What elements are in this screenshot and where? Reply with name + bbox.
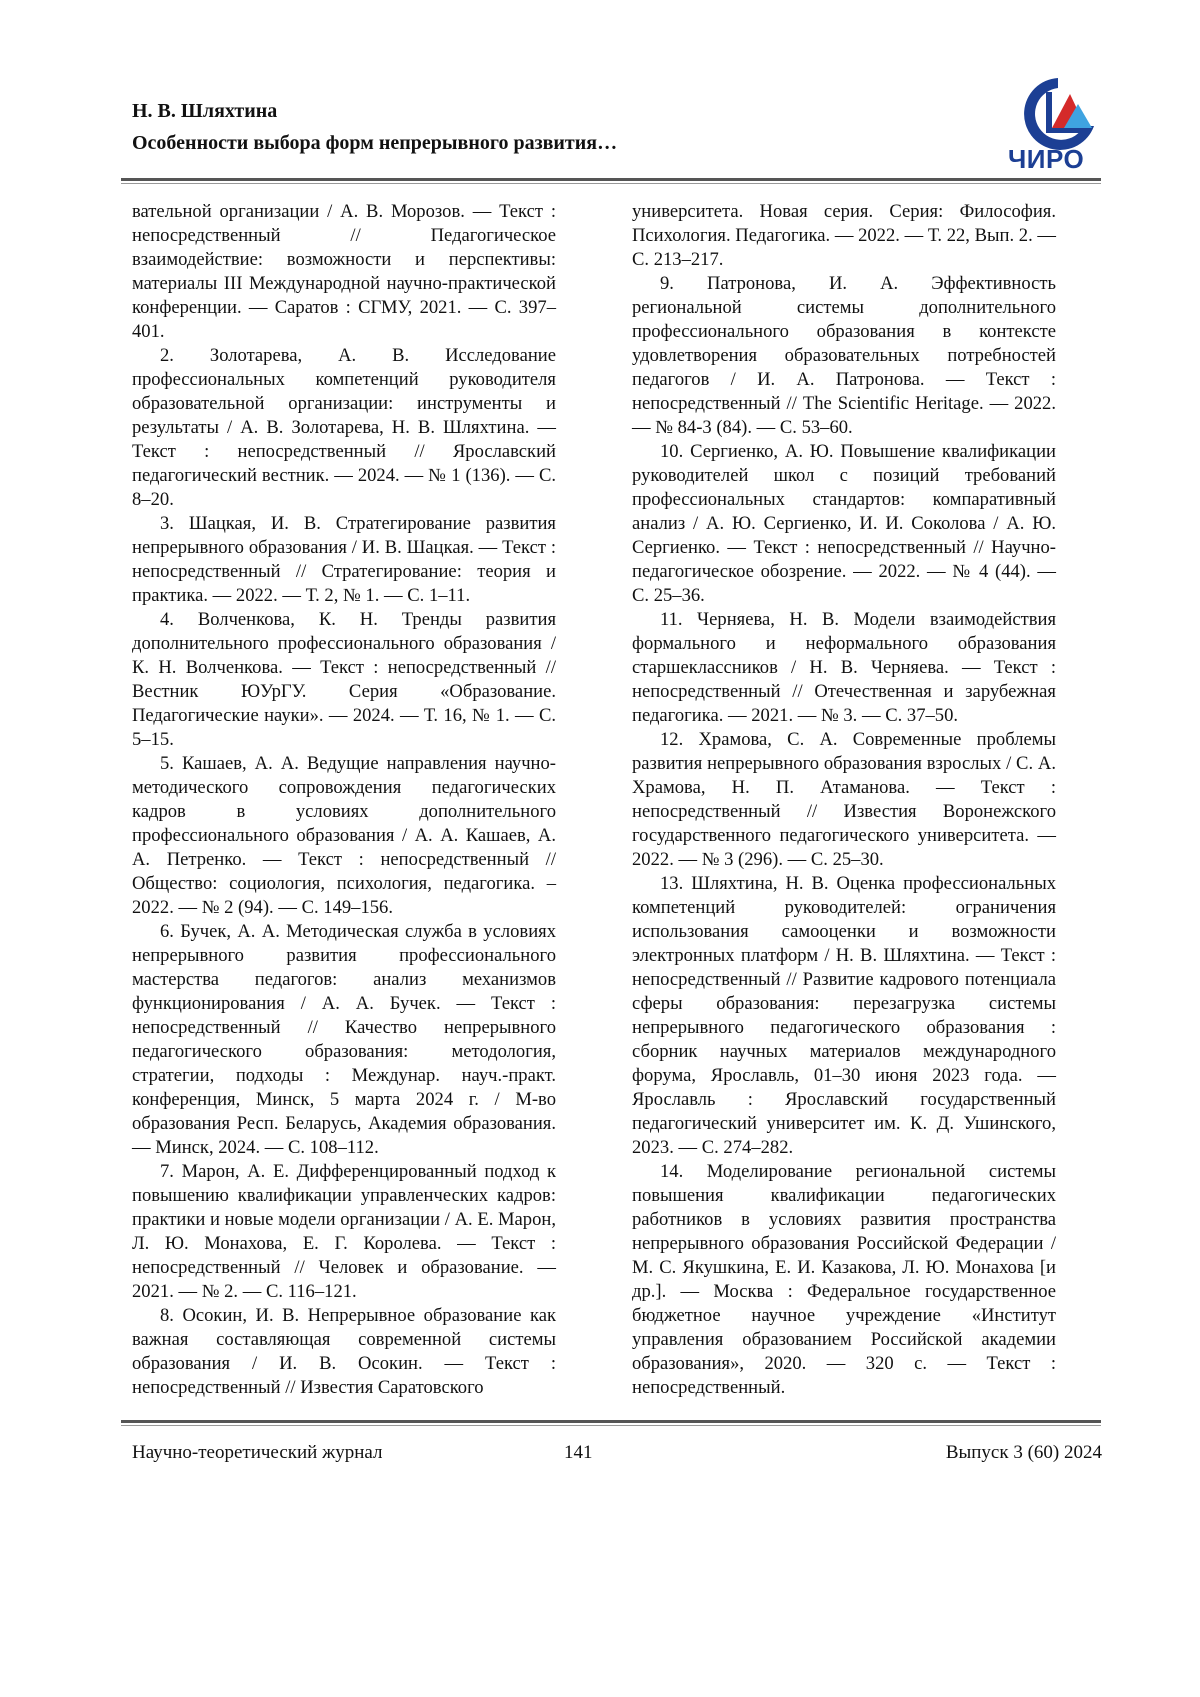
article-title: Особенности выбора форм непрерывного развития… xyxy=(132,132,617,155)
reference-item: 4. Волченкова, К. Н. Тренды развития дополнительного профессионального образования / К. Н. Волченкова. — Текст : непосредственный // Вестник ЮУрГУ. Серия «Образование. Педагогические науки». — 2024. — Т. 16, № 1. — С. 5–15. xyxy=(132,608,556,752)
reference-item: вательной организации / А. В. Морозов. — Текст : непосредственный // Педагогическое взаимодействие: возможности и перспективы: материалы III Международной научно-практической конференции. — Саратов : СГМУ, 2021. — С. 397–401. xyxy=(132,200,556,344)
logo-text: ЧИРО xyxy=(1008,144,1084,175)
reference-item: 14. Моделирование региональной системы повышения квалификации педагогических работников в условиях развития пространства непрерывного образования Российской Федерации / М. С. Якушкина, Е. И. Казакова, Л. Ю. Монахова [и др.]. — Москва : Федеральное государственное бюджетное научное учреждение «Институт управления образованием Российской академии образования», 2020. — 320 с. — Текст : непосредственный. xyxy=(632,1160,1056,1400)
reference-item: 8. Осокин, И. В. Непрерывное образование как важная составляющая современной системы образования / И. В. Осокин. — Текст : непосредственный // Известия Саратовского xyxy=(132,1304,556,1400)
reference-item: 2. Золотарева, А. В. Исследование профессиональных компетенций руководителя образовательной организации: инструменты и результаты / А. В. Золотарева, Н. В. Шляхтина. — Текст : непосредственный // Ярославский педагогический вестник. — 2024. — № 1 (136). — С. 8–20. xyxy=(132,344,556,512)
footer-issue: Выпуск 3 (60) 2024 xyxy=(946,1442,1102,1464)
page-number: 141 xyxy=(564,1442,593,1464)
reference-item: 13. Шляхтина, Н. В. Оценка профессиональных компетенций руководителей: ограничения использования самооценки и возможности электронных платформ / Н. В. Шляхтина. — Текст : непосредственный // Развитие кадрового потенциала сферы образования: перезагрузка системы непрерывного педагогического образования : сборник научных материалов международного форума, Ярославль, 01–30 июня 2023 года. — Ярославль : Ярославский государственный педагогический университет им. К. Д. Ушинского, 2023. — С. 274–282. xyxy=(632,872,1056,1160)
footer-divider xyxy=(121,1420,1101,1423)
reference-item: 9. Патронова, И. А. Эффективность региональной системы дополнительного профессионального образования в контексте удовлетворения образовательных потребностей педагогов / И. А. Патронова. — Текст : непосредственный // The Scientific Heritage. — 2022. — № 84-3 (84). — С. 53–60. xyxy=(632,272,1056,440)
reference-item: 11. Черняева, Н. В. Модели взаимодействия формального и неформального образования старшеклассников / Н. В. Черняева. — Текст : непосредственный // Отечественная и зарубежная педагогика. — 2021. — № 3. — С. 37–50. xyxy=(632,608,1056,728)
footer-journal: Научно-теоретический журнал xyxy=(132,1442,382,1464)
reference-item: 6. Бучек, А. А. Методическая служба в условиях непрерывного развития профессионального мастерства педагогов: анализ механизмов функционирования / А. А. Бучек. — Текст : непосредственный // Качество непрерывного педагогического образования: методология, стратегии, подходы : Междунар. науч.-практ. конференция, Минск, 5 марта 2024 г. / М-во образования Респ. Беларусь, Академия образования. — Минск, 2024. — С. 108–112. xyxy=(132,920,556,1160)
reference-item: 5. Кашаев, А. А. Ведущие направления научно-методического сопровождения педагогических кадров в условиях дополнительного профессионального образования / А. А. Кашаев, А. А. Петренко. — Текст : непосредственный // Общество: социология, психология, педагогика. – 2022. — № 2 (94). — С. 149–156. xyxy=(132,752,556,920)
references-left-column xyxy=(132,200,556,1400)
reference-item: 3. Шацкая, И. В. Стратегирование развития непрерывного образования / И. В. Шацкая. — Текст : непосредственный // Стратегирование: теория и практика. — 2022. — Т. 2, № 1. — С. 1–11. xyxy=(132,512,556,608)
page-header xyxy=(132,92,1102,182)
header-divider-thin xyxy=(121,183,1101,184)
reference-item: 7. Марон, А. Е. Дифференцированный подход к повышению квалификации управленческих кадров: практики и новые модели организации / А. Е. Марон, Л. Ю. Монахова, Е. Г. Королева. — Текст : непосредственный // Человек и образование. — 2021. — № 2. — С. 116–121. xyxy=(132,1160,556,1304)
author-name: Н. В. Шляхтина xyxy=(132,100,277,123)
reference-item: 12. Храмова, С. А. Современные проблемы развития непрерывного образования взрослых / С. А. Храмова, Н. П. Атаманова. — Текст : непосредственный // Известия Воронежского государственного педагогического университета. — 2022. — № 3 (296). — С. 25–30. xyxy=(632,728,1056,872)
references-right-column xyxy=(632,200,1056,1400)
reference-item: университета. Новая серия. Серия: Философия. Психология. Педагогика. — 2022. — Т. 22, Вып. 2. — С. 213–217. xyxy=(632,200,1056,272)
header-divider xyxy=(121,178,1101,181)
reference-item: 10. Сергиенко, А. Ю. Повышение квалификации руководителей школ с позиций требований профессиональных стандартов: компаративный анализ / А. Ю. Сергиенко, И. И. Соколова / А. Ю. Сергиенко. — Текст : непосредственный // Научно-педагогическое обозрение. — 2022. — № 4 (44). — С. 25–36. xyxy=(632,440,1056,608)
footer-divider-thin xyxy=(121,1425,1101,1426)
